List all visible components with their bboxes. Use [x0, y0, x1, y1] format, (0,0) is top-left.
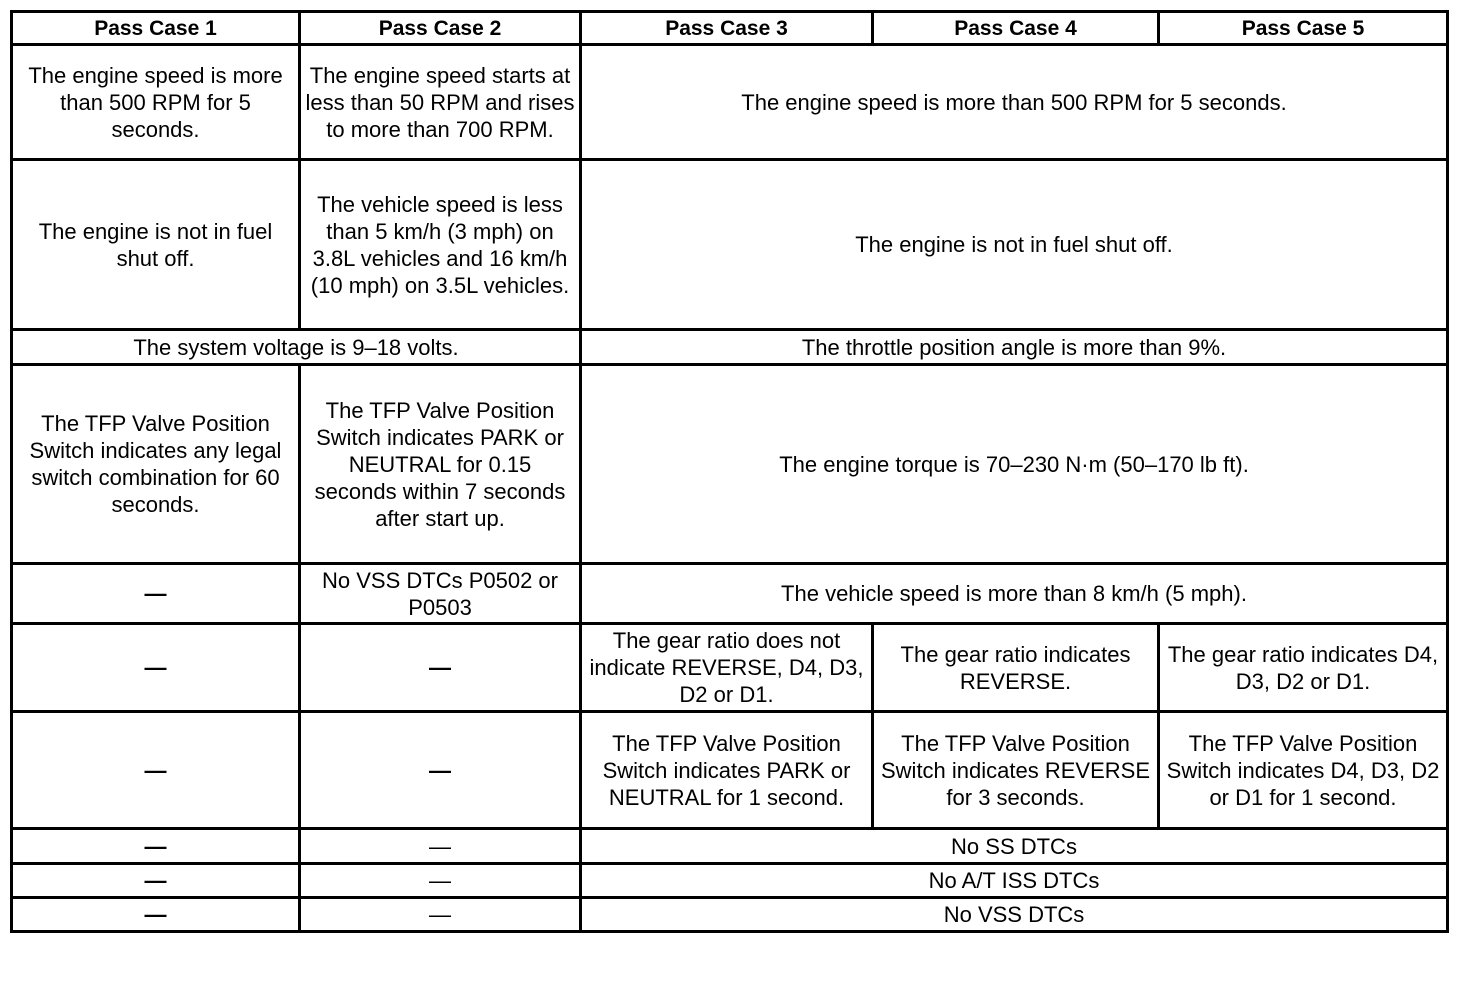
header-pass-case-4: Pass Case 4: [873, 12, 1159, 45]
row-engine-speed: [12, 45, 1448, 160]
row-vss: [12, 564, 1448, 624]
cell-gear-case3: The gear ratio does not indicate REVERSE, D4, D3, D2 or D1.: [581, 624, 873, 712]
cell-vss-dtcs-case1: —: [12, 898, 300, 932]
cell-vehicle-speed: The vehicle speed is more than 8 km/h (5 mph).: [581, 564, 1448, 624]
cell-engine-speed-case2: The engine speed starts at less than 50 RPM and rises to more than 700 RPM.: [300, 45, 581, 160]
cell-tfp-case1: The TFP Valve Position Switch indicates any legal switch combination for 60 seconds.: [12, 365, 300, 564]
cell-vss-case1: —: [12, 564, 300, 624]
cell-gear-case1: —: [12, 624, 300, 712]
header-row: [12, 12, 1448, 45]
cell-engine-speed-case1: The engine speed is more than 500 RPM for 5 seconds.: [12, 45, 300, 160]
header-pass-case-3: Pass Case 3: [581, 12, 873, 45]
row-tfp-switch: [12, 712, 1448, 829]
cell-fuel-case3-5: The engine is not in fuel shut off.: [581, 160, 1448, 330]
cell-fuel-case1: The engine is not in fuel shut off.: [12, 160, 300, 330]
row-vss-dtcs: [12, 898, 1448, 932]
cell-fuel-case2: The vehicle speed is less than 5 km/h (3 mph) on 3.8L vehicles and 16 km/h (10 mph) on 3.5L vehicles.: [300, 160, 581, 330]
row-gear-ratio: [12, 624, 1448, 712]
cell-gear-case2: —: [300, 624, 581, 712]
cell-ss-case1: —: [12, 829, 300, 864]
cell-engine-speed-case3-5: The engine speed is more than 500 RPM for 5 seconds.: [581, 45, 1448, 160]
cell-vss-case2: No VSS DTCs P0502 or P0503: [300, 564, 581, 624]
cell-tfp-case2: The TFP Valve Position Switch indicates PARK or NEUTRAL for 0.15 seconds within 7 seconds after start up.: [300, 365, 581, 564]
cell-system-voltage: The system voltage is 9–18 volts.: [12, 330, 581, 365]
cell-engine-torque: The engine torque is 70–230 N·m (50–170 lb ft).: [581, 365, 1448, 564]
row-tfp-torque: [12, 365, 1448, 564]
cell-tfp-switch-case4: The TFP Valve Position Switch indicates REVERSE for 3 seconds.: [873, 712, 1159, 829]
cell-gear-case4: The gear ratio indicates REVERSE.: [873, 624, 1159, 712]
cell-tfp-switch-case3: The TFP Valve Position Switch indicates PARK or NEUTRAL for 1 second.: [581, 712, 873, 829]
cell-no-ss-dtcs: No SS DTCs: [581, 829, 1448, 864]
row-iss-dtcs: [12, 864, 1448, 898]
pass-case-table: [10, 10, 1449, 933]
cell-iss-case1: —: [12, 864, 300, 898]
cell-iss-case2: —: [300, 864, 581, 898]
row-ss-dtcs: [12, 829, 1448, 864]
header-pass-case-2: Pass Case 2: [300, 12, 581, 45]
cell-tfp-switch-case1: —: [12, 712, 300, 829]
row-voltage-throttle: [12, 330, 1448, 365]
cell-ss-case2: —: [300, 829, 581, 864]
cell-vss-dtcs-case2: —: [300, 898, 581, 932]
cell-tfp-switch-case2: —: [300, 712, 581, 829]
header-pass-case-1: Pass Case 1: [12, 12, 300, 45]
cell-no-iss-dtcs: No A/T ISS DTCs: [581, 864, 1448, 898]
cell-throttle-position: The throttle position angle is more than 9%.: [581, 330, 1448, 365]
row-fuel-shut-off: [12, 160, 1448, 330]
cell-gear-case5: The gear ratio indicates D4, D3, D2 or D1.: [1159, 624, 1448, 712]
header-pass-case-5: Pass Case 5: [1159, 12, 1448, 45]
cell-tfp-switch-case5: The TFP Valve Position Switch indicates D4, D3, D2 or D1 for 1 second.: [1159, 712, 1448, 829]
cell-no-vss-dtcs: No VSS DTCs: [581, 898, 1448, 932]
